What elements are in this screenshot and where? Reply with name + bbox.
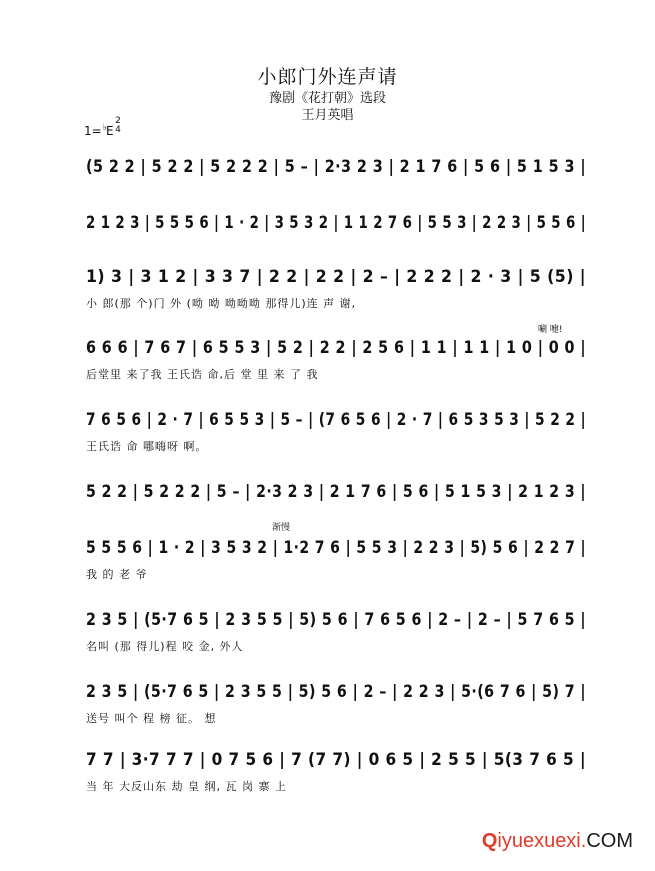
notes-line: (5 2 2 | 5 2 2 | 5 2 2 2 | 5 – | 2·3 2 3 | 2 1 7 6 | 5 6 | 5 1 5 3 | bbox=[86, 157, 586, 177]
watermark-com: COM bbox=[586, 830, 633, 852]
notes-line: 2 3 5 | (5·7 6 5 | 2 3 5 5 | 5) 5 6 | 2 – | 2 2 3 | 5·(6 7 6 | 5) 7 | bbox=[86, 682, 586, 702]
watermark-site: iyuexuexi bbox=[497, 830, 581, 852]
notes-line: 7 7 | 3·7 7 7 | 0 7 5 6 | 7 (7 7) | 0 6 5 | 2 5 5 | 5(3 7 6 5 | bbox=[86, 750, 586, 770]
lyrics-line: 我 的 老 爷 bbox=[86, 568, 148, 581]
score-row bbox=[86, 745, 586, 793]
watermark-q: Q bbox=[481, 830, 498, 852]
row7-annotation: 渐慢 bbox=[272, 523, 291, 533]
row4-annotation: 唰 嚏! bbox=[538, 325, 563, 335]
score-row bbox=[86, 405, 586, 453]
meter-bottom: 4 bbox=[115, 125, 121, 135]
notes-line: 2 1 2 3 | 5 5 5 6 | 1 · 2 | 3 5 3 2 | 1 1 2 7 6 | 5 5 3 | 2 2 3 | 5 5 6 | bbox=[86, 213, 586, 233]
score-row bbox=[86, 605, 586, 653]
notes-line: 2 3 5 | (5·7 6 5 | 2 3 5 5 | 5) 5 6 | 7 6 5 6 | 2 – | 2 – | 5 7 6 5 | bbox=[86, 610, 586, 630]
meter-top: 2 bbox=[115, 116, 121, 126]
key-signature bbox=[84, 124, 114, 138]
notes-line: 5 5 5 6 | 1 · 2 | 3 5 3 2 | 1·2 7 6 | 5 5 3 | 2 2 3 | 5) 5 6 | 2 2 7 | bbox=[86, 538, 586, 558]
score-row bbox=[86, 677, 586, 725]
score-row bbox=[86, 333, 586, 381]
watermark-dot: . bbox=[580, 830, 587, 852]
notes-line: 6 6 6 | 7 6 7 | 6 5 5 3 | 5 2 | 2 2 | 2 5 6 | 1 1 | 1 1 | 1 0 | 0 0 | bbox=[86, 338, 586, 358]
score-row bbox=[86, 477, 586, 507]
notes-line: 1) 3 | 3 1 2 | 3 3 7 | 2 2 | 2 2 | 2 – | 2 2 2 | 2 · 3 | 5 (5) | bbox=[86, 267, 586, 287]
notes-line: 5 2 2 | 5 2 2 2 | 5 – | 2·3 2 3 | 2 1 7 6 | 5 6 | 5 1 5 3 | 2 1 2 3 | bbox=[86, 482, 586, 502]
subtitle: 豫剧《花打朝》选段 bbox=[268, 91, 386, 106]
score-row bbox=[86, 152, 586, 182]
lyrics-line: 当 年 大反山东 劫 皇 纲, 瓦 岗 寨 上 bbox=[86, 780, 287, 793]
lyrics-line: 后堂里 来了我 王氏诰 命,后 堂 里 来 了 我 bbox=[86, 368, 319, 381]
lyrics-line: 名叫 (那 得儿)程 咬 金, 外人 bbox=[86, 640, 244, 653]
score-row bbox=[86, 533, 586, 581]
lyrics-line: 王氏诰 命 哪嗨呀 啊。 bbox=[86, 440, 208, 453]
score-row bbox=[86, 208, 586, 238]
watermark bbox=[482, 830, 633, 853]
time-signature bbox=[113, 117, 123, 135]
page-title: 小郎门外连声请 bbox=[257, 66, 398, 88]
key-note: E bbox=[105, 124, 114, 138]
lyrics-line: 小 郎(那 个)门 外 (呦 呦 呦呦呦 那得儿)连 声 谢, bbox=[86, 297, 357, 310]
notes-line: 7 6 5 6 | 2 · 7 | 6 5 5 3 | 5 – | (7 6 5 6 | 2 · 7 | 6 5 3 5 3 | 5 2 2 | bbox=[86, 410, 586, 430]
performer-credit: 王月英唱 bbox=[301, 108, 354, 123]
lyrics-line: 送号 叫个 程 榜 征。 想 bbox=[86, 712, 217, 725]
key-prefix: 1= bbox=[84, 124, 102, 138]
score-row bbox=[86, 262, 586, 310]
key-flat: ♭ bbox=[102, 123, 107, 133]
